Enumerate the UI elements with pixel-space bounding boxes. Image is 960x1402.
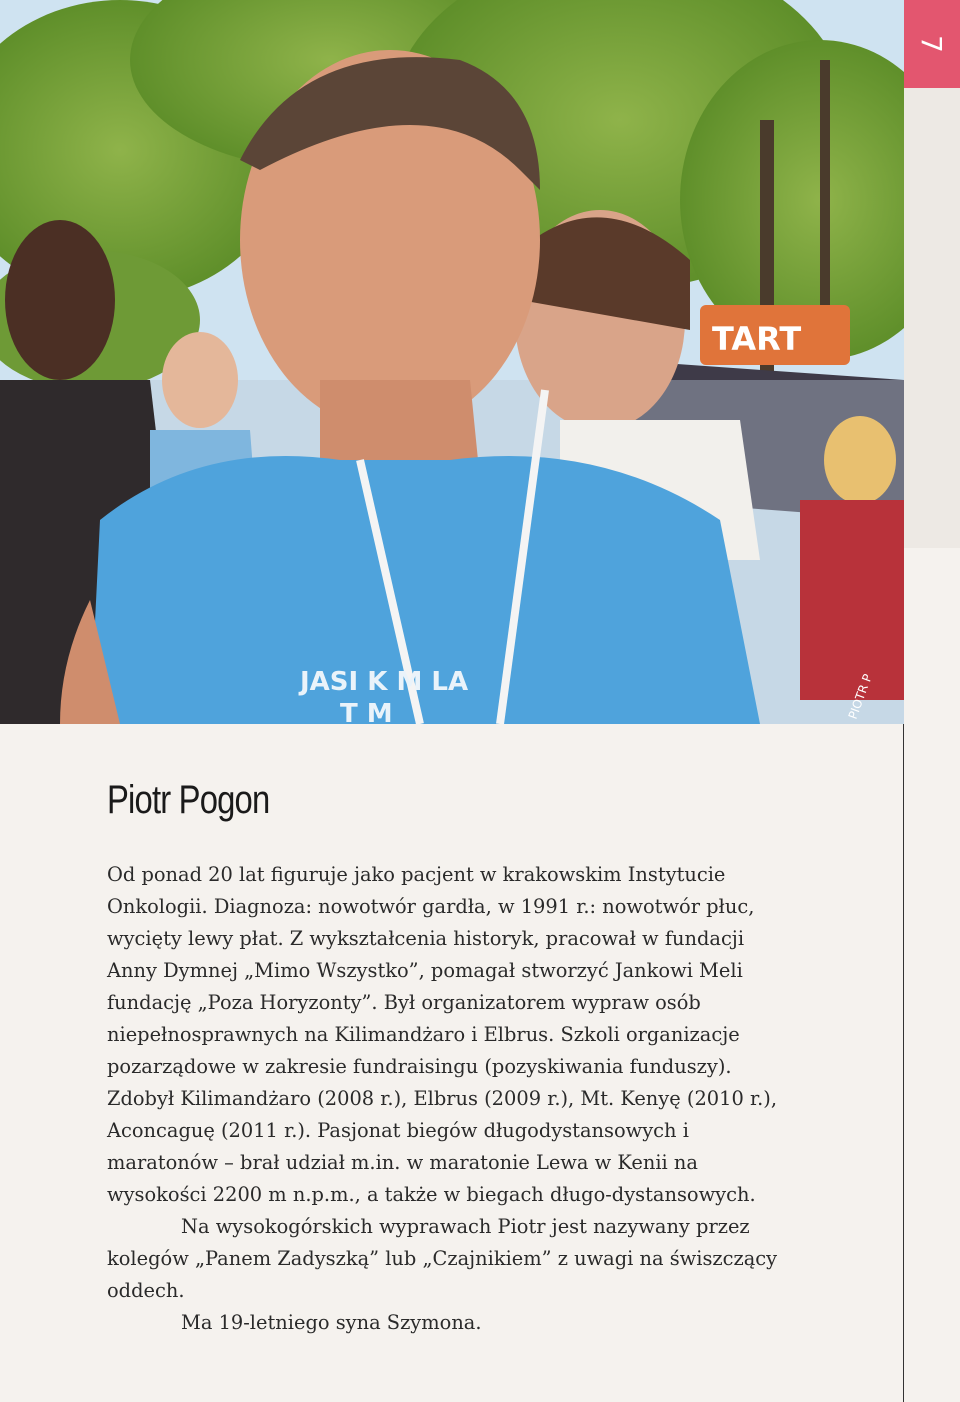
page-number-tab bbox=[904, 0, 960, 88]
profile-name: Piotr Pogon bbox=[107, 778, 270, 822]
right-rule bbox=[903, 724, 904, 1402]
profile-bio bbox=[107, 859, 797, 1339]
banner-text: TART bbox=[712, 320, 802, 358]
photo-illustration bbox=[0, 0, 904, 724]
lanyard-text: PIOTR P bbox=[845, 672, 875, 722]
shirt-text-line1: JASI K M LA bbox=[300, 667, 469, 697]
bio-paragraph-2: Na wysokogórskich wyprawach Piotr jest nazywany przez kolegów „Panem Zadyszką” lub „Czajnikiem” z uwagi na świszczący oddech. bbox=[107, 1215, 778, 1302]
side-strip bbox=[904, 88, 960, 548]
portrait-photo bbox=[0, 0, 904, 724]
bio-paragraph-3: Ma 19-letniego syna Szymona. bbox=[181, 1311, 482, 1334]
shirt-text-line2: T M bbox=[340, 699, 393, 724]
bio-paragraph-1: Od ponad 20 lat figuruje jako pacjent w krakowskim Instytucie Onkologii. Diagnoza: nowotwór gardła, w 1991 r.: nowotwór płuc, wycięty lewy płat. Z wykształcenia historyk, pracował w fundacji Anny Dymnej „Mimo Wszystko”, pomagał stworzyć Jankowi Meli fundację „Poza Horyzonty”. Był organizatorem wypraw osób niepełnosprawnych na Kilimandżaro i Elbrus. Szkoli organizacje pozarządowe w zakresie fundraisingu (pozyskiwania funduszy). Zdobył Kilimandżaro (2008 r.), Elbrus (2009 r.), Mt. Kenyę (2010 r.), Aconcaguę (2011 r.). Pasjonat biegów długodystansowych i maratonów – brał udział m.in. w maratonie Lewa w Kenii na wysokości 2200 m n.p.m., a także w biegach długo-dystansowych. bbox=[107, 863, 777, 1206]
page-number: 7 bbox=[915, 35, 949, 53]
